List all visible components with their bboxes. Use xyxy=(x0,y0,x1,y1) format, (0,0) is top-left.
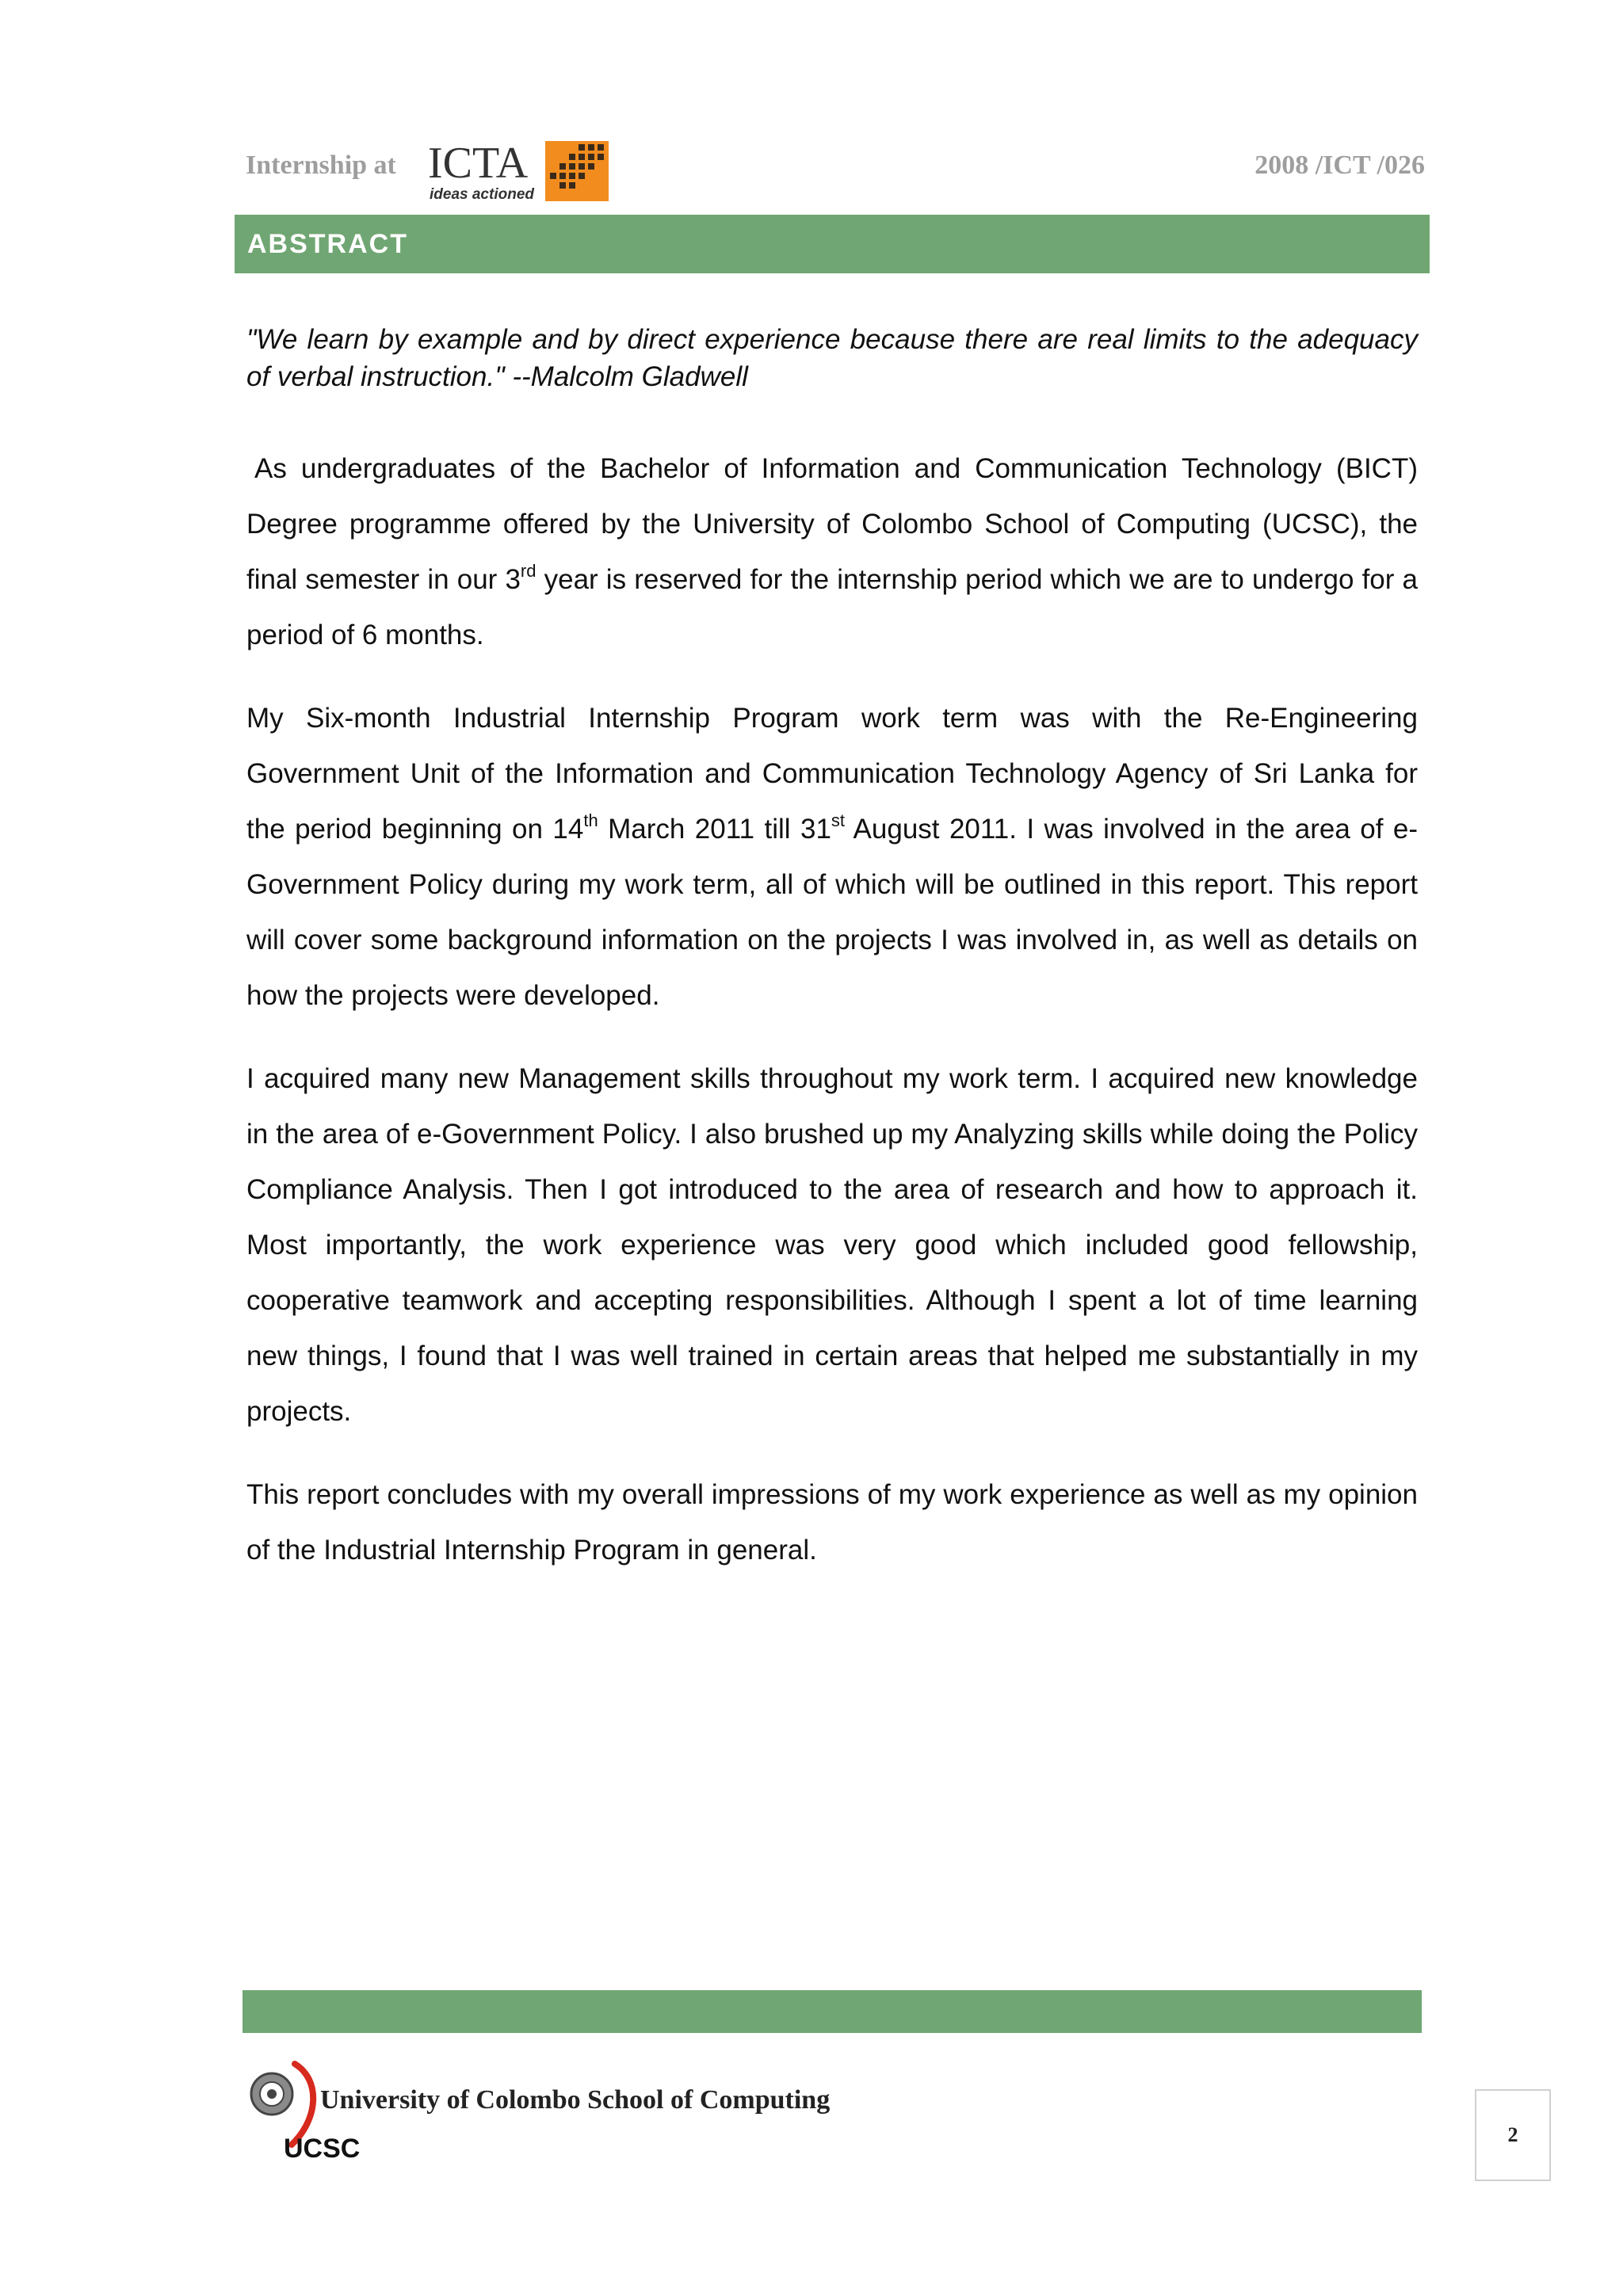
abstract-body xyxy=(246,321,1418,1606)
icta-logo-wordmark: ICTA xyxy=(428,139,529,188)
paragraph-3: I acquired many new Management skills throughout my work term. I acquired new knowledge in the area of e-Government Policy. I also brushed up my Analyzing skills while doing the Policy Compliance Analysis. Then I got introduced to the area of research and how to approach it. Most importantly, the work experience was very good which included good fellowship, cooperative teamwork and accepting responsibilities. Although I spent a lot of time learning new things, I found that I was well trained in certain areas that helped me substantially in my projects. xyxy=(246,1063,1418,1427)
icta-logo xyxy=(428,139,610,203)
institution-name: University of Colombo School of Computing xyxy=(320,2085,831,2115)
paragraph-4: This report concludes with my overall impressions of my work experience as well as my opinion of the Industrial Internship Program in general. xyxy=(246,1479,1418,1566)
icta-logo-tagline: ideas actioned xyxy=(430,186,534,203)
section-title: ABSTRACT xyxy=(247,229,408,259)
page-number: 2 xyxy=(1475,2089,1551,2181)
ordinal-suffix: th xyxy=(583,810,598,831)
header-report-code: 2008 /ICT /026 xyxy=(1254,151,1425,180)
ucsc-swoosh xyxy=(292,2064,313,2145)
ordinal-suffix: st xyxy=(831,810,846,831)
footer-bar xyxy=(242,1990,1422,2033)
ucsc-logo-text: UCSC xyxy=(284,2134,361,2161)
paragraph-1-text-a: As undergraduates of the Bachelor of Information and Communication Technology (BICT) Degree programme offered by the University of Colombo School of Computing (UCSC), the final semester in our 3 xyxy=(246,453,1418,595)
paragraph-2-text-a: My Six-month Industrial Internship Program work term was with the Re-Engineering Government Unit of the Information and Communication Technology Agency of Sri Lanka for the period beginning on 14 xyxy=(246,703,1418,845)
paragraph-1-text-b: year is reserved for the internship period which we are to undergo for a period of 6 months. xyxy=(246,564,1419,650)
paragraph-1 xyxy=(246,441,1418,663)
header-internship-label: Internship at xyxy=(246,151,396,180)
paragraph-2-text-b: March 2011 till 31 xyxy=(598,814,831,845)
opening-quote: "We learn by example and by direct experience because there are real limits to the adequacy of verbal instruction." --Malcolm Gladwell xyxy=(246,324,1418,392)
paragraph-2 xyxy=(246,691,1418,1024)
abstract-heading-bar xyxy=(235,215,1430,273)
paragraph-2-text-c: August 2011. I was involved in the area of e-Government Policy during my work term, all of which will be outlined in this report. This report will cover some background information on the projects I was involved in, as well as details on how the projects were developed. xyxy=(246,814,1419,1011)
ordinal-suffix: rd xyxy=(520,561,537,582)
